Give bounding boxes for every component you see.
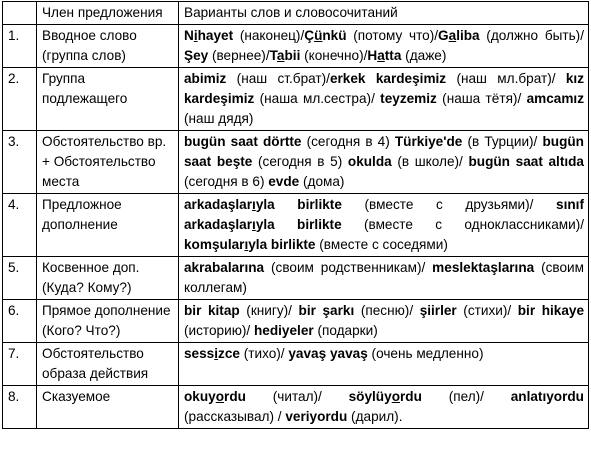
stress-mark: ı xyxy=(252,217,256,232)
translation-text: (сегодня в 6) xyxy=(184,174,269,189)
table-row xyxy=(3,257,589,300)
header-variants-cell: Варианты слов и словосочитаний xyxy=(179,2,589,25)
turkish-word: okuy xyxy=(184,389,216,404)
variants-cell xyxy=(179,131,589,194)
stress-mark: o xyxy=(391,389,400,404)
translation-text: (наш ст.брат)/ xyxy=(226,71,330,86)
translation-text: (потому что)/ xyxy=(346,28,439,43)
variants-cell xyxy=(179,300,589,343)
table-row xyxy=(3,131,589,194)
translation-text: (вернее)/ xyxy=(208,48,270,63)
translation-text: (конечно)/ xyxy=(300,48,368,63)
translation-text: (наш мл.брат)/ xyxy=(446,71,566,86)
sentence-member-cell: Группа подлежащего xyxy=(37,68,179,131)
translation-text: (читал)/ xyxy=(245,389,349,404)
header-num-cell xyxy=(3,2,37,25)
turkish-word: T xyxy=(269,48,277,63)
variants-cell xyxy=(179,343,589,386)
stress-mark: o xyxy=(215,389,225,404)
translation-text: (вместе с одноклассниками)/ xyxy=(341,217,585,232)
turkish-word: yla birlikte xyxy=(248,237,316,252)
turkish-word: sess xyxy=(184,346,215,361)
translation-text: (подарки) xyxy=(313,323,378,338)
stress-mark: a xyxy=(377,48,385,63)
row-number-cell: 3. xyxy=(3,131,37,194)
sentence-member-cell: Обстоятельство образа действия xyxy=(37,343,179,386)
turkish-word xyxy=(216,389,224,404)
variants-cell xyxy=(179,68,589,131)
row-number-cell: 5. xyxy=(3,257,37,300)
turkish-word: teyzemiz xyxy=(380,91,437,106)
table-row xyxy=(3,194,589,257)
translation-text: (наш дядя) xyxy=(184,111,254,126)
turkish-word: bugün saat beşte xyxy=(184,134,584,169)
table-row xyxy=(3,300,589,343)
translation-text: (своим родственникам)/ xyxy=(264,260,433,275)
translation-text: (дома) xyxy=(299,174,345,189)
turkish-word: bugün saat dörtte xyxy=(184,134,302,149)
sentence-member-cell: Предложное дополнение xyxy=(37,194,179,257)
turkish-word: bir kitap xyxy=(184,303,240,318)
variants-cell xyxy=(179,194,589,257)
turkish-word: nkü xyxy=(322,28,347,43)
table-row xyxy=(3,343,589,386)
turkish-word: şiirler xyxy=(419,303,457,318)
row-number-cell: 7. xyxy=(3,343,37,386)
table-row xyxy=(3,25,589,68)
stress-mark: i xyxy=(214,346,219,361)
row-number-cell: 4. xyxy=(3,194,37,257)
turkish-word: N xyxy=(184,28,194,43)
turkish-word: akrabalarına xyxy=(184,260,265,275)
turkish-word: rdu xyxy=(224,389,246,404)
turkish-word: zce xyxy=(218,346,240,361)
translation-text: (вместе с друзьями)/ xyxy=(341,197,557,212)
stress-mark: a xyxy=(276,48,285,63)
translation-text: (наконец)/ xyxy=(233,28,305,43)
turkish-word: komşular xyxy=(184,237,245,252)
translation-text: (сегодня в 5) xyxy=(252,154,348,169)
translation-text: (в школе)/ xyxy=(391,154,469,169)
translation-text: (тихо)/ xyxy=(239,346,289,361)
turkish-word: bii xyxy=(284,48,301,63)
sentence-member-cell: Прямое дополнение (Кого? Что?) xyxy=(37,300,179,343)
turkish-word: yla birlikte xyxy=(255,197,342,212)
translation-text: (книгу)/ xyxy=(239,303,299,318)
turkish-word: erkek kardeşimiz xyxy=(329,71,447,86)
header-row xyxy=(3,2,589,25)
turkish-word: abimiz xyxy=(184,71,227,86)
turkish-word: tta xyxy=(384,48,402,63)
table-row xyxy=(3,68,589,131)
row-number-cell: 2. xyxy=(3,68,37,131)
stress-mark: a xyxy=(448,28,457,43)
turkish-word xyxy=(392,389,400,404)
turkish-word: yavaş yavaş xyxy=(288,346,368,361)
sentence-member-cell: Вводное слово (группа слов) xyxy=(37,25,179,68)
translation-text: (наша тётя)/ xyxy=(436,91,527,106)
turkish-word: anlatıyordu xyxy=(510,389,584,404)
stress-mark: ü xyxy=(314,28,323,43)
row-number-cell: 6. xyxy=(3,300,37,343)
turkish-word: bir hikaye xyxy=(517,303,585,318)
turkish-word: evde xyxy=(268,174,300,189)
variants-cell xyxy=(179,386,589,429)
translation-text: (рассказывал) / xyxy=(184,409,286,424)
stress-mark: ı xyxy=(252,197,256,212)
turkish-word: bir şarkı xyxy=(298,303,355,318)
turkish-word: amcamız xyxy=(526,91,584,106)
row-number-cell: 1. xyxy=(3,25,37,68)
turkish-word: meslektaşlarına xyxy=(432,260,535,275)
translation-text: (дарил). xyxy=(347,409,403,424)
translation-text: (стихи)/ xyxy=(456,303,518,318)
turkish-word: okulda xyxy=(347,154,392,169)
translation-text: (даже) xyxy=(401,48,447,63)
turkish-word: kız kardeşimiz xyxy=(184,71,584,106)
turkish-word: hayet xyxy=(197,28,234,43)
turkish-word: yla birlikte xyxy=(255,217,342,232)
translation-text: (в Турции)/ xyxy=(462,134,543,149)
sentence-member-cell: Косвенное доп. (Куда? Кому?) xyxy=(37,257,179,300)
turkish-word: liba xyxy=(456,28,480,43)
turkish-word: hediyeler xyxy=(253,323,314,338)
turkish-word: Şey xyxy=(184,48,209,63)
turkish-word xyxy=(377,48,385,63)
turkish-word: rdu xyxy=(400,389,422,404)
sentence-member-cell: Сказуемое xyxy=(37,386,179,429)
translation-text: (песню)/ xyxy=(354,303,420,318)
translation-text: (вместе с соседями) xyxy=(315,237,448,252)
variants-cell xyxy=(179,25,589,68)
translation-text: (пел)/ xyxy=(421,389,511,404)
turkish-word: Türkiye'de xyxy=(394,134,463,149)
turkish-word: H xyxy=(367,48,378,63)
translation-text: (своим коллегам) xyxy=(184,260,584,295)
sentence-member-cell: Обстоятельство вр. + Обстоятельство места xyxy=(37,131,179,194)
turkish-word: arkadaşlar xyxy=(184,197,253,212)
turkish-word: söylüy xyxy=(348,389,392,404)
translation-text: (историю)/ xyxy=(184,323,254,338)
header-member-cell: Член предложения xyxy=(37,2,179,25)
variants-cell xyxy=(179,257,589,300)
turkish-word: G xyxy=(438,28,449,43)
stress-mark: i xyxy=(193,28,198,43)
turkish-word: bugün saat altıda xyxy=(468,154,584,169)
table-row xyxy=(3,386,589,429)
turkish-word: sınıf arkadaşlar xyxy=(184,197,584,232)
translation-text: (должно быть)/ xyxy=(479,28,584,43)
translation-text: (сегодня в 4) xyxy=(301,134,395,149)
stress-mark: ı xyxy=(244,237,249,252)
translation-text: (наша мл.сестра)/ xyxy=(254,91,381,106)
row-number-cell: 8. xyxy=(3,386,37,429)
turkish-word: veriyordu xyxy=(285,409,348,424)
translation-text: (очень медленно) xyxy=(367,346,484,361)
grammar-table xyxy=(2,1,589,429)
turkish-word: Ç xyxy=(304,28,315,43)
